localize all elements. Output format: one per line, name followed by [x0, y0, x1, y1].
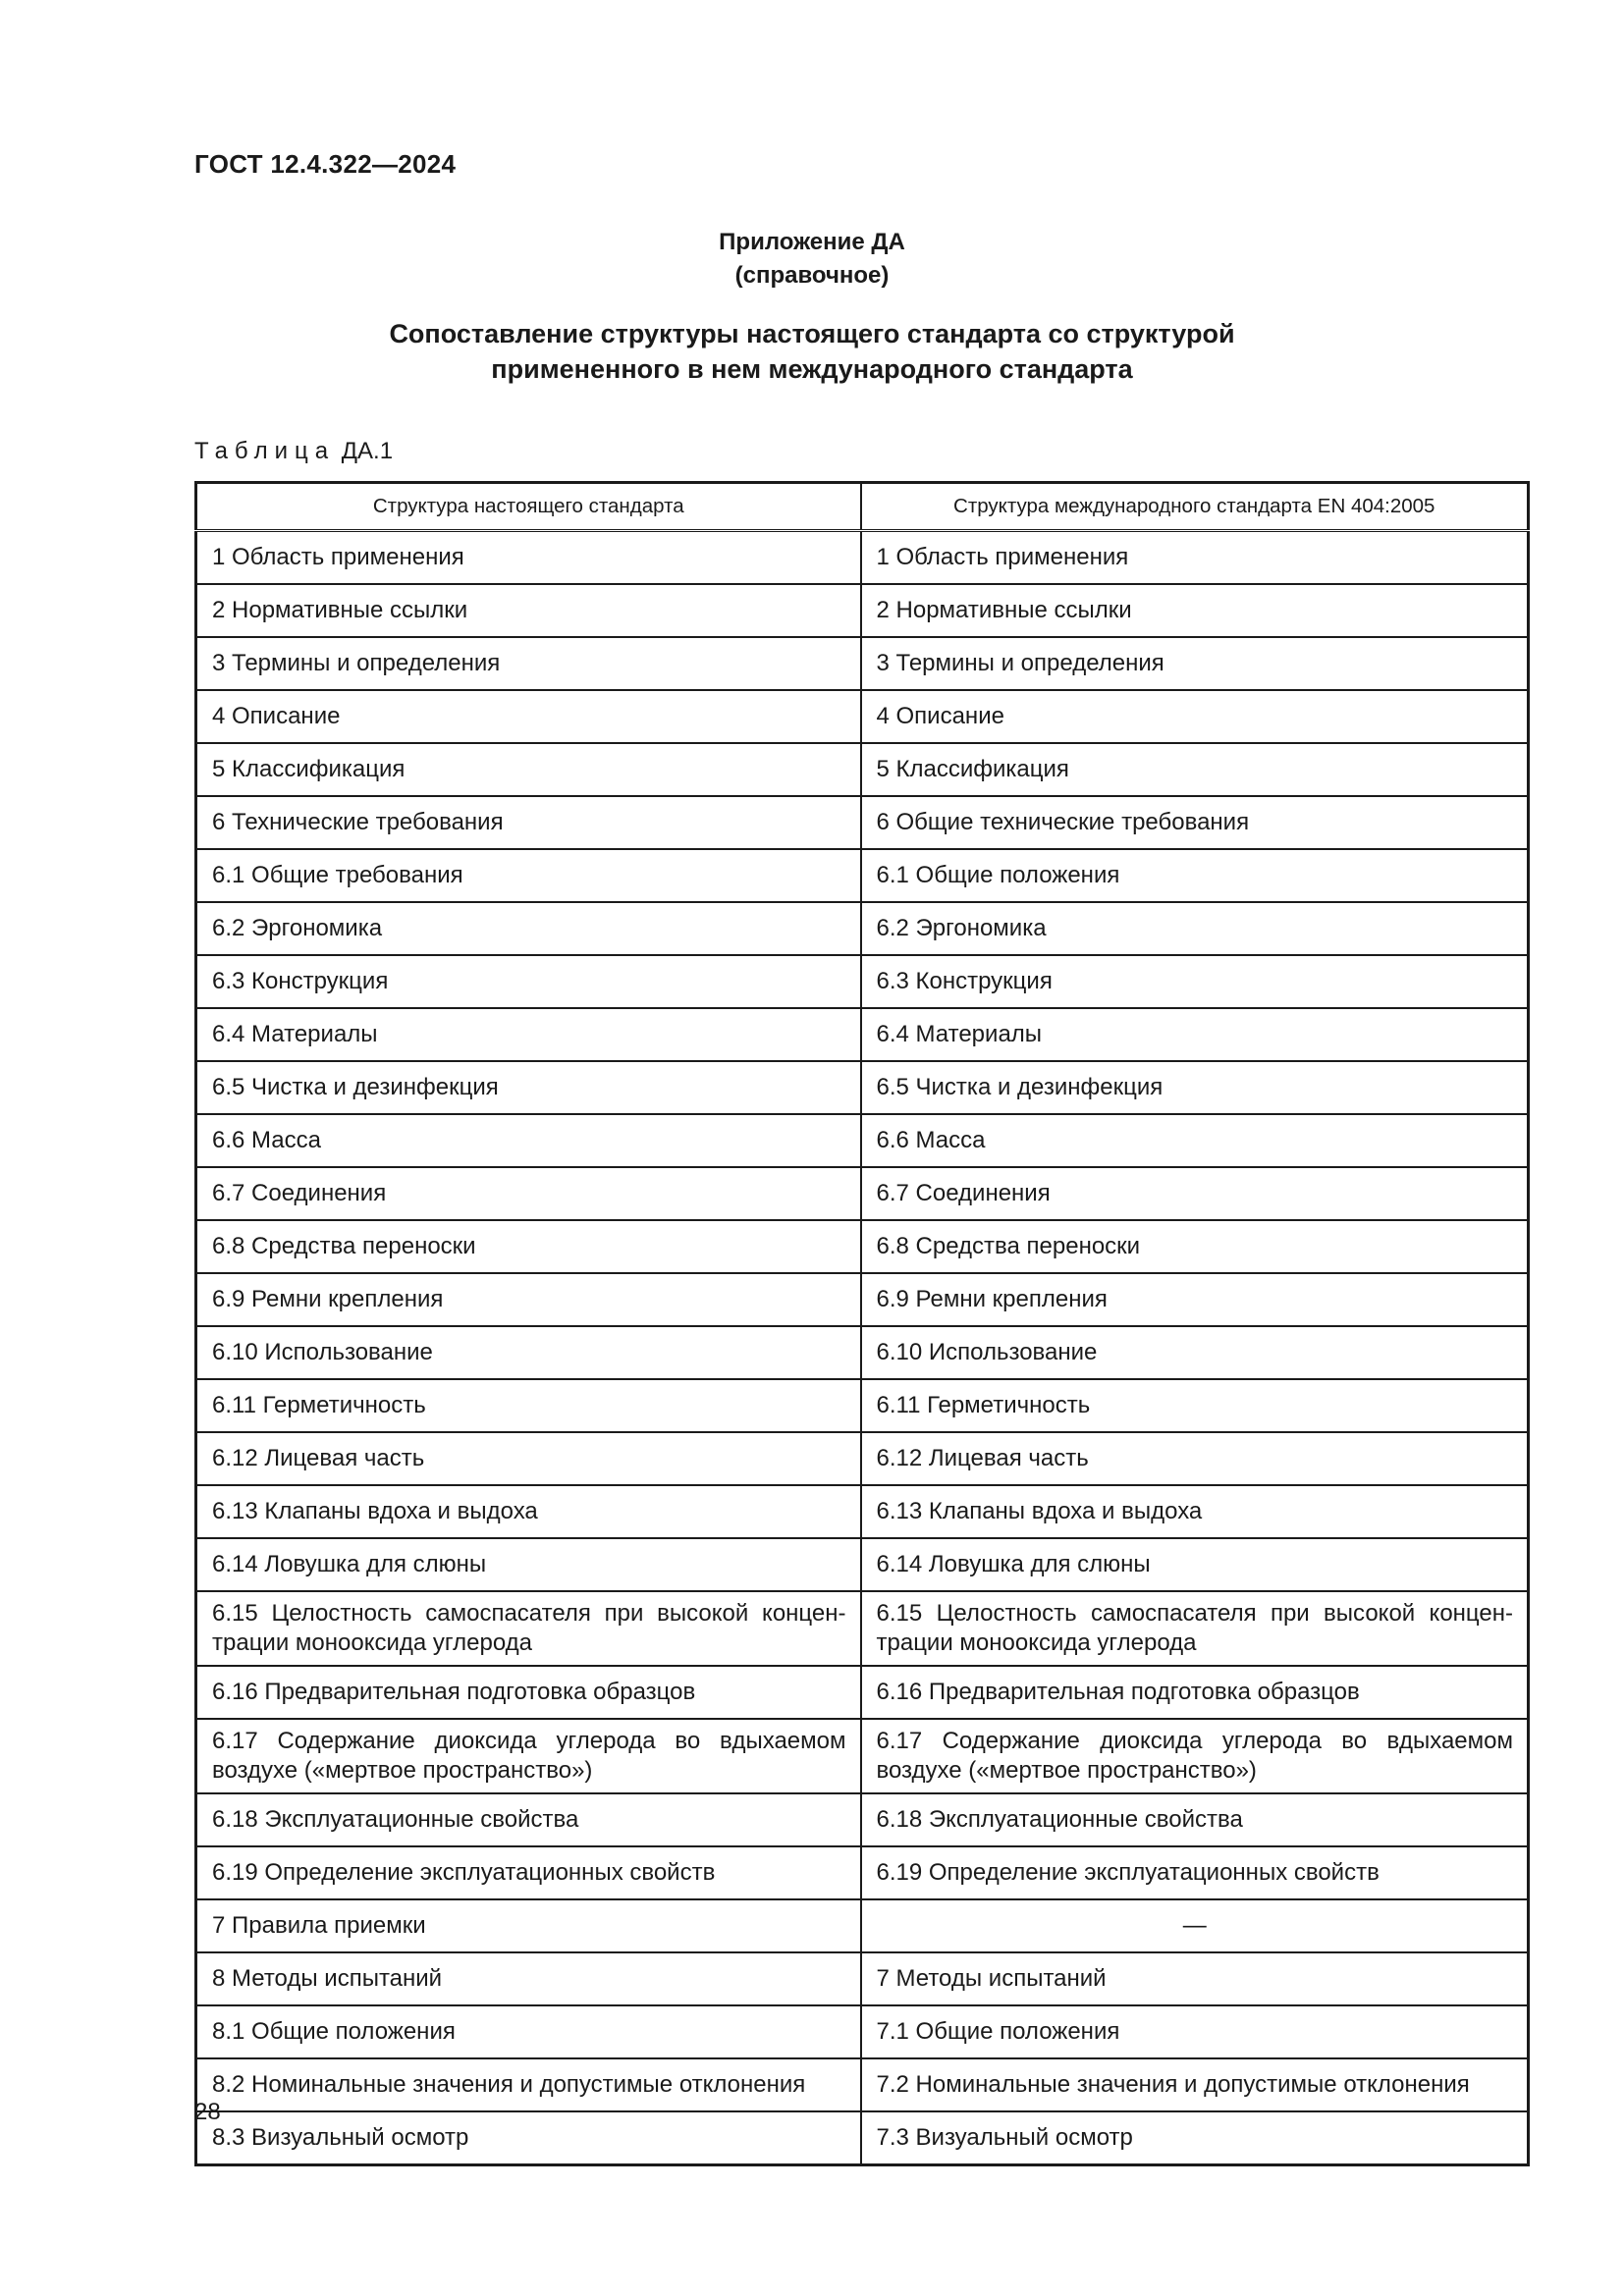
annex-title-line-2: примененного в нем международного стандарта — [491, 354, 1133, 384]
international-cell: 6.8 Средства переноски — [861, 1220, 1529, 1273]
international-cell: 6.2 Эргономика — [861, 902, 1529, 955]
annex-status: (справочное) — [734, 262, 890, 289]
international-cell: 7.3 Визуальный осмотр — [861, 2111, 1529, 2165]
international-cell: 6.3 Конструкция — [861, 955, 1529, 1008]
table-row — [196, 796, 1529, 849]
international-cell: 4 Описание — [861, 690, 1529, 743]
international-cell: 6.1 Общие положения — [861, 849, 1529, 902]
international-cell: 7.2 Номинальные значения и допустимые отклонения — [861, 2058, 1529, 2111]
national-cell: 6.18 Эксплуатационные свойства — [196, 1793, 861, 1846]
international-cell: 7.1 Общие положения — [861, 2005, 1529, 2058]
header-international-structure: Структура международного стандарта EN 404:2005 — [861, 483, 1529, 531]
table-row — [196, 1485, 1529, 1538]
national-cell: 6.10 Использование — [196, 1326, 861, 1379]
national-cell: 8.2 Номинальные значения и допустимые отклонения — [196, 2058, 861, 2111]
international-cell: — — [861, 1899, 1529, 1952]
international-cell: 5 Классификация — [861, 743, 1529, 796]
international-cell: 6 Общие технические требования — [861, 796, 1529, 849]
table-caption-word: Таблица — [194, 438, 336, 464]
national-cell: 5 Классификация — [196, 743, 861, 796]
national-cell: 6.7 Соединения — [196, 1167, 861, 1220]
national-cell: 6.5 Чистка и дезинфекция — [196, 1061, 861, 1114]
international-cell: 3 Термины и определения — [861, 637, 1529, 690]
national-cell: 6.16 Предварительная подготовка образцов — [196, 1666, 861, 1719]
national-cell: 3 Термины и определения — [196, 637, 861, 690]
table-row — [196, 1591, 1529, 1666]
table-row — [196, 637, 1529, 690]
table-row — [196, 1538, 1529, 1591]
table-row — [196, 2058, 1529, 2111]
national-cell: 8 Методы испытаний — [196, 1952, 861, 2005]
international-cell: 6.6 Масса — [861, 1114, 1529, 1167]
national-cell: 6.9 Ремни крепления — [196, 1273, 861, 1326]
international-cell: 2 Нормативные ссылки — [861, 584, 1529, 637]
international-cell: 6.15 Целостность самоспасателя при высокой концен-трации монооксида углерода — [861, 1591, 1529, 1666]
table-row — [196, 743, 1529, 796]
national-cell: 6.14 Ловушка для слюны — [196, 1538, 861, 1591]
table-row — [196, 1846, 1529, 1899]
table-row — [196, 1114, 1529, 1167]
national-cell: 8.1 Общие положения — [196, 2005, 861, 2058]
table-row — [196, 955, 1529, 1008]
international-cell: 6.13 Клапаны вдоха и выдоха — [861, 1485, 1529, 1538]
table-header-row — [196, 483, 1529, 531]
national-cell: 6.17 Содержание диоксида углерода во вдыхаемом воздухе («мертвое пространство») — [196, 1719, 861, 1793]
international-cell: 6.5 Чистка и дезинфекция — [861, 1061, 1529, 1114]
international-cell: 6.10 Использование — [861, 1326, 1529, 1379]
table-row — [196, 1793, 1529, 1846]
table-row — [196, 1326, 1529, 1379]
national-cell: 6.3 Конструкция — [196, 955, 861, 1008]
national-cell: 2 Нормативные ссылки — [196, 584, 861, 637]
international-cell: 6.17 Содержание диоксида углерода во вдыхаемом воздухе («мертвое пространство») — [861, 1719, 1529, 1793]
international-cell: 6.12 Лицевая часть — [861, 1432, 1529, 1485]
table-row — [196, 1666, 1529, 1719]
international-cell: 6.7 Соединения — [861, 1167, 1529, 1220]
international-cell: 6.14 Ловушка для слюны — [861, 1538, 1529, 1591]
page-number: 28 — [194, 2099, 221, 2125]
annex-label: Приложение ДА — [719, 229, 905, 255]
national-cell: 6.8 Средства переноски — [196, 1220, 861, 1273]
table-caption — [194, 438, 393, 465]
table-row — [196, 849, 1529, 902]
table-row — [196, 1719, 1529, 1793]
table-row — [196, 1952, 1529, 2005]
table-row — [196, 1379, 1529, 1432]
table-row — [196, 2005, 1529, 2058]
table-body — [196, 531, 1529, 2165]
international-cell: 1 Область применения — [861, 531, 1529, 585]
national-cell: 6.13 Клапаны вдоха и выдоха — [196, 1485, 861, 1538]
document-code: ГОСТ 12.4.322—2024 — [194, 149, 457, 179]
table-row — [196, 584, 1529, 637]
table-row — [196, 531, 1529, 585]
table-row — [196, 1167, 1529, 1220]
international-cell: 6.16 Предварительная подготовка образцов — [861, 1666, 1529, 1719]
national-cell: 6.15 Целостность самоспасателя при высокой концен-трации монооксида углерода — [196, 1591, 861, 1666]
national-cell: 7 Правила приемки — [196, 1899, 861, 1952]
table-row — [196, 902, 1529, 955]
international-cell: 6.4 Материалы — [861, 1008, 1529, 1061]
international-cell: 6.9 Ремни крепления — [861, 1273, 1529, 1326]
national-cell: 6.6 Масса — [196, 1114, 861, 1167]
national-cell: 6.1 Общие требования — [196, 849, 861, 902]
international-cell: 6.11 Герметичность — [861, 1379, 1529, 1432]
international-cell: 6.18 Эксплуатационные свойства — [861, 1793, 1529, 1846]
table-row — [196, 1008, 1529, 1061]
national-cell: 6.12 Лицевая часть — [196, 1432, 861, 1485]
table-row — [196, 1273, 1529, 1326]
table-row — [196, 1220, 1529, 1273]
annex-title-line-1: Сопоставление структуры настоящего стандарта со структурой — [389, 319, 1235, 348]
table-row — [196, 2111, 1529, 2165]
national-cell: 8.3 Визуальный осмотр — [196, 2111, 861, 2165]
national-cell: 6.19 Определение эксплуатационных свойств — [196, 1846, 861, 1899]
annex-heading — [0, 226, 1624, 293]
national-cell: 1 Область применения — [196, 531, 861, 585]
annex-title — [0, 316, 1624, 387]
national-cell: 6.4 Материалы — [196, 1008, 861, 1061]
table-row — [196, 1432, 1529, 1485]
national-cell: 6.11 Герметичность — [196, 1379, 861, 1432]
national-cell: 6.2 Эргономика — [196, 902, 861, 955]
table-row — [196, 690, 1529, 743]
table-row — [196, 1061, 1529, 1114]
national-cell: 4 Описание — [196, 690, 861, 743]
header-national-structure: Структура настоящего стандарта — [196, 483, 861, 531]
structure-comparison-table — [194, 481, 1530, 2166]
international-cell: 6.19 Определение эксплуатационных свойств — [861, 1846, 1529, 1899]
national-cell: 6 Технические требования — [196, 796, 861, 849]
international-cell: 7 Методы испытаний — [861, 1952, 1529, 2005]
table-caption-number: ДА.1 — [341, 438, 394, 464]
table-row — [196, 1899, 1529, 1952]
